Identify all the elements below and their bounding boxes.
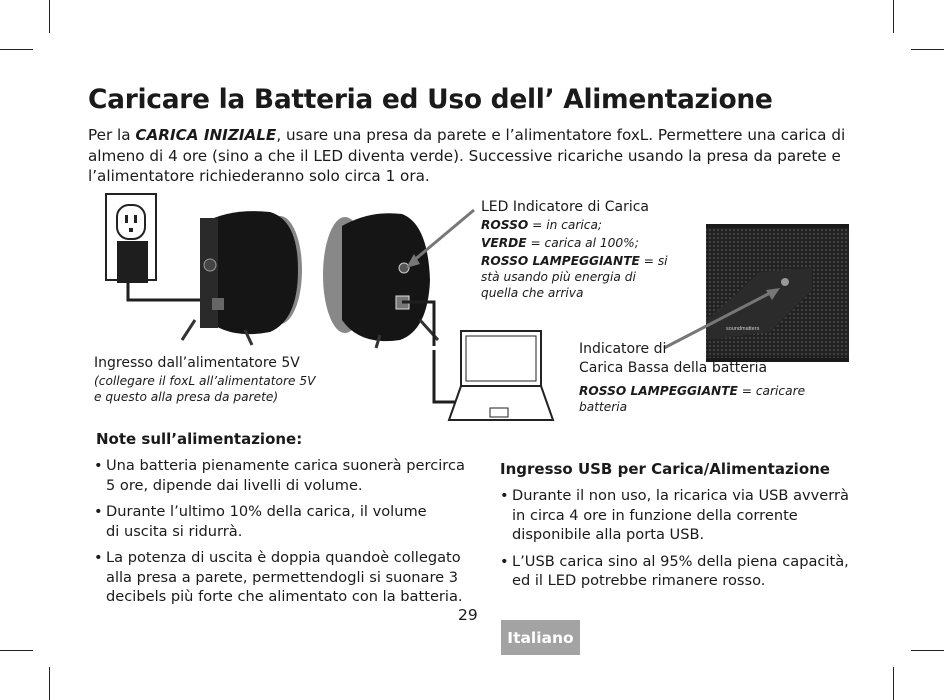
led-red-text: = in carica;: [528, 218, 603, 232]
list-item: • Durante il non uso, la ricarica via USB avverrà in circa 4 ore in funzione della corrente disponibile alla porta USB.: [500, 486, 850, 545]
led-green-line: [481, 235, 671, 251]
notes-list: [94, 456, 474, 614]
low-battery-blink-line: [579, 383, 819, 415]
notes-heading: Note sull’alimentazione:: [96, 430, 303, 448]
low-battery-title-line2: Carica Bassa della batteria: [579, 360, 768, 376]
adapter-caption: [94, 354, 324, 405]
low-battery-caption: [579, 340, 829, 415]
crop-mark: [49, 667, 50, 700]
list-item: • La potenza di uscita è doppia quandoè collegato alla presa a parete, permettendogli si suonare 3 decibels più forte che alimentato con la batteria.: [94, 548, 474, 607]
usb-heading: Ingresso USB per Carica/Alimentazione: [500, 460, 830, 478]
adapter-caption-note: (collegare il foxL all’alimentatore 5V e questo alla presa da parete): [94, 374, 316, 404]
led-green-label: VERDE: [481, 236, 527, 250]
usb-list: [500, 486, 850, 598]
low-battery-title-line1: Indicatore di: [579, 341, 667, 357]
led-red-label: ROSSO: [481, 218, 529, 232]
intro-emphasis: CARICA INIZIALE: [135, 126, 277, 144]
led-blink-label: ROSSO LAMPEGGIANTE: [481, 254, 640, 268]
led-red-line: [481, 217, 671, 233]
led-blink-line: [481, 253, 671, 301]
list-item: • Durante l’ultimo 10% della carica, il volume di uscita si ridurrà.: [94, 502, 436, 541]
language-tab: Italiano: [501, 620, 580, 655]
intro-prefix: Per la: [88, 126, 136, 144]
led-caption-title: LED Indicatore di Carica: [481, 199, 649, 215]
laptop-icon: [449, 331, 553, 420]
crop-mark: [893, 667, 894, 700]
adapter-caption-title: Ingresso dall’alimentatore 5V: [94, 355, 300, 371]
list-item: • Una batteria pienamente carica suonerà percirca 5 ore, dipende dai livelli di volume.: [94, 456, 474, 495]
speaker-side-view-icon: [182, 211, 302, 345]
low-battery-blink-label: ROSSO LAMPEGGIANTE: [579, 384, 738, 398]
low-battery-blink-text: = caricare batteria: [579, 384, 806, 414]
page-title: Caricare la Batteria ed Uso dell’ Alimentazione: [88, 84, 773, 115]
led-caption: [481, 198, 671, 301]
speaker-rear-view-icon: [323, 213, 438, 348]
list-item: • L’USB carica sino al 95% della piena capacità, ed il LED potrebbe rimanere rosso.: [500, 552, 850, 591]
crop-mark: [0, 650, 33, 651]
brand-text: soundmatters: [726, 326, 760, 332]
intro-rest: , usare una presa da parete e l’alimentatore foxL. Permettere una carica di almeno di 4 ore (sino a che il LED diventa verde). Successive ricariche usando la presa da parete e l’alimentatore richiederanno solo circa 1 ora.: [88, 126, 846, 185]
led-blink-text: = si stà usando più energia di quella che arriva: [481, 254, 668, 300]
led-green-text: = carica al 100%;: [526, 236, 639, 250]
crop-mark: [911, 650, 944, 651]
page-number: 29: [458, 606, 478, 624]
